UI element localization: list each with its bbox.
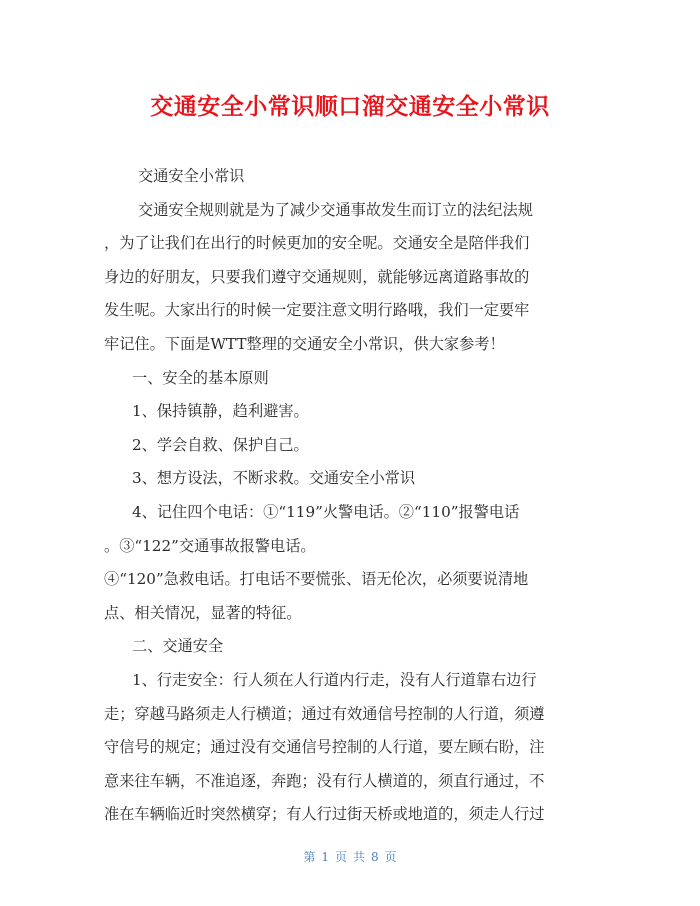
paragraph-line: 1、行走安全：行人须在人行道内行走，没有人行道靠右边行 <box>132 670 537 689</box>
list-item: 1、保持镇静，趋利避害。 <box>132 402 309 421</box>
total-pages-number: 8 <box>371 850 379 864</box>
section-heading: 一、安全的基本原则 <box>132 368 269 387</box>
page-footer <box>0 848 700 865</box>
list-item: 4、记住四个电话：①“119”火警电话。②“110”报警电话 <box>132 502 520 521</box>
document-title: 交通安全小常识顺口溜交通安全小常识 <box>150 94 550 120</box>
list-item: 3、想方设法，不断求救。交通安全小常识 <box>132 469 416 488</box>
paragraph-line: 点、相关情况，显著的特征。 <box>104 603 302 622</box>
footer-word-ye2: 页 <box>384 850 397 864</box>
footer-word-gong: 共 <box>353 850 366 864</box>
paragraph-line: 身边的好朋友，只要我们遵守交通规则，就能够远离道路事故的 <box>104 267 530 286</box>
section-heading: 交通安全小常识 <box>138 167 245 185</box>
paragraph-line: 交通安全规则就是为了减少交通事故发生而订立的法纪法规 <box>138 200 533 219</box>
paragraph-line: 准在车辆临近时突然横穿；有人行过街天桥或地道的，须走人行过 <box>104 805 545 824</box>
section-heading: 二、交通安全 <box>132 637 224 656</box>
list-item: 2、学会自救、保护自己。 <box>132 435 309 454</box>
paragraph-line: ④“120”急救电话。打电话不要慌张、语无伦次，必须要说清地 <box>104 570 529 589</box>
paragraph-line: 牢记住。下面是WTT整理的交通安全小常识，供大家参考！ <box>104 334 505 353</box>
footer-word-ye: 页 <box>334 850 347 864</box>
document-body <box>104 160 598 832</box>
paragraph-line: 。③“122”交通事故报警电话。 <box>104 536 316 555</box>
paragraph-line: ，为了让我们在出行的时候更加的安全呢。交通安全是陪伴我们 <box>104 234 530 253</box>
paragraph-line: 守信号的规定；通过没有交通信号控制的人行道，要左顾右盼，注 <box>104 738 545 757</box>
footer-word-di: 第 <box>303 850 316 864</box>
paragraph-line: 发生呢。大家出行的时候一定要注意文明行路哦，我们一定要牢 <box>104 301 530 320</box>
current-page-number: 1 <box>321 850 329 864</box>
paragraph-line: 意来往车辆，不准追逐，奔跑；没有行人横道的，须直行通过，不 <box>104 771 545 790</box>
paragraph-line: 走；穿越马路须走人行横道；通过有效通信号控制的人行道，须遵 <box>104 704 545 723</box>
